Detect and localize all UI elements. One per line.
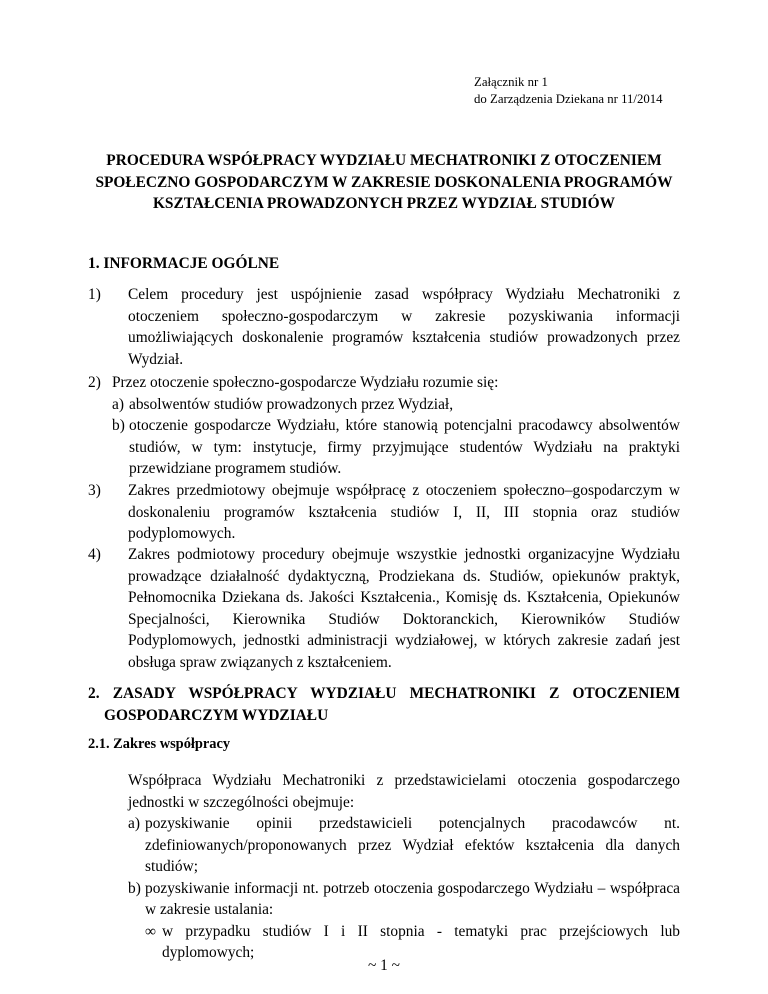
annex-note [474, 74, 663, 108]
document-title [80, 150, 688, 215]
infinity-bullet-icon: ∞ [145, 922, 156, 940]
subsection-2-1-body [128, 770, 680, 964]
subitem-a [112, 394, 680, 416]
item-text: Zakres podmiotowy procedury obejmuje wszystkie jednostki organizacyjne Wydziału prowadzące działalność dydaktyczną, Prodziekana ds. Studiów, opiekunów praktyk, Pełnomocnika Dziekana ds. Jakości Kształcenia., Komisję ds. Kształcenia, Opiekunów Specjalności, Kierownika Studiów Doktoranckich, Kierowników Studiów Podyplomowych, jednostki administracji wydziałowej, w których zakresie zadań jest obsługa spraw związanych z kształceniem. [128, 546, 680, 671]
annex-line-2: do Zarządzenia Dziekana nr 11/2014 [474, 92, 663, 106]
bullet-text: w przypadku studiów I i II stopnia - tematyki prac przejściowych lub dyplomowych; [162, 922, 680, 961]
section-2-heading [88, 683, 680, 726]
subitem-b [112, 415, 680, 480]
title-line-1: PROCEDURA WSPÓŁPRACY WYDZIAŁU MECHATRONIKI Z OTOCZENIEM [106, 152, 662, 169]
subitem-text: absolwentów studiów prowadzonych przez Wydział, [129, 395, 454, 413]
subsection-2-1-heading: 2.1. Zakres współpracy [88, 736, 231, 752]
section-2-heading-line-1: 2. ZASADY WSPÓŁPRACY WYDZIAŁU MECHATRONIKI Z OTOCZENIEM [88, 685, 680, 702]
item-number: 3) [88, 482, 101, 499]
item-text: Celem procedury jest uspójnienie zasad współpracy Wydziału Mechatroniki z otoczeniem społeczno-gospodarczym w zakresie pozyskiwania informacji umożliwiających doskonalenie programów kształcenia studiów prowadzonych przez Wydział. [128, 286, 680, 368]
subsection-item-label: b) [128, 879, 141, 897]
subsection-intro: Współpraca Wydziału Mechatroniki z przedstawicielami otoczenia gospodarczego jednostki w szczególności obejmuje: [128, 772, 680, 811]
page-number: ~ 1 ~ [367, 957, 401, 974]
item-number: 4) [88, 546, 101, 563]
subsection-item-b [128, 878, 680, 921]
subitem-label: b) [112, 417, 125, 434]
title-line-2: SPOŁECZNO GOSPODARCZYM W ZAKRESIE DOSKONALENIA PROGRAMÓW [95, 173, 673, 191]
subsection-item-label: a) [128, 815, 140, 832]
section-1-item-3 [88, 480, 680, 545]
subitem-label: a) [112, 395, 124, 413]
annex-line-1: Załącznik nr 1 [474, 75, 548, 89]
subsection-item-text: pozyskiwanie opinii przedstawicieli potencjalnych pracodawców nt. zdefiniowanych/proponowanych przez Wydział efektów kształcenia dla danych studiów; [145, 815, 680, 875]
subitem-text: otoczenie gospodarcze Wydziału, które stanowią potencjalni pracodawcy absolwentów studiów, w tym: instytucje, firmy przyjmujące studentów Wydziału na praktyki przewidziane programem studiów. [129, 417, 680, 477]
title-line-3: KSZTAŁCENIA PROWADZONYCH PRZEZ WYDZIAŁ STUDIÓW [152, 195, 616, 212]
subsection-item-a [128, 813, 680, 878]
subsection-item-text: pozyskiwanie informacji nt. potrzeb otoczenia gospodarczego Wydziału – współpraca w zakresie ustalania: [145, 879, 680, 918]
section-1-item-2 [88, 372, 680, 480]
item-text: Zakres przedmiotowy obejmuje współpracę z otoczeniem społeczno–gospodarczym w doskonaleniu programów kształcenia studiów I, II, III stopnia oraz studiów podyplomowych. [128, 482, 680, 542]
section-1-item-4 [88, 544, 680, 673]
section-1-heading: 1. INFORMACJE OGÓLNE [88, 255, 280, 272]
item-number: 1) [88, 286, 101, 303]
section-1-item-1 [88, 284, 680, 370]
item-number: 2) [88, 374, 101, 391]
item-text: Przez otoczenie społeczno-gospodarcze Wydziału rozumie się: [112, 374, 499, 391]
section-2-heading-line-2: GOSPODARCZYM WYDZIAŁU [104, 706, 329, 724]
